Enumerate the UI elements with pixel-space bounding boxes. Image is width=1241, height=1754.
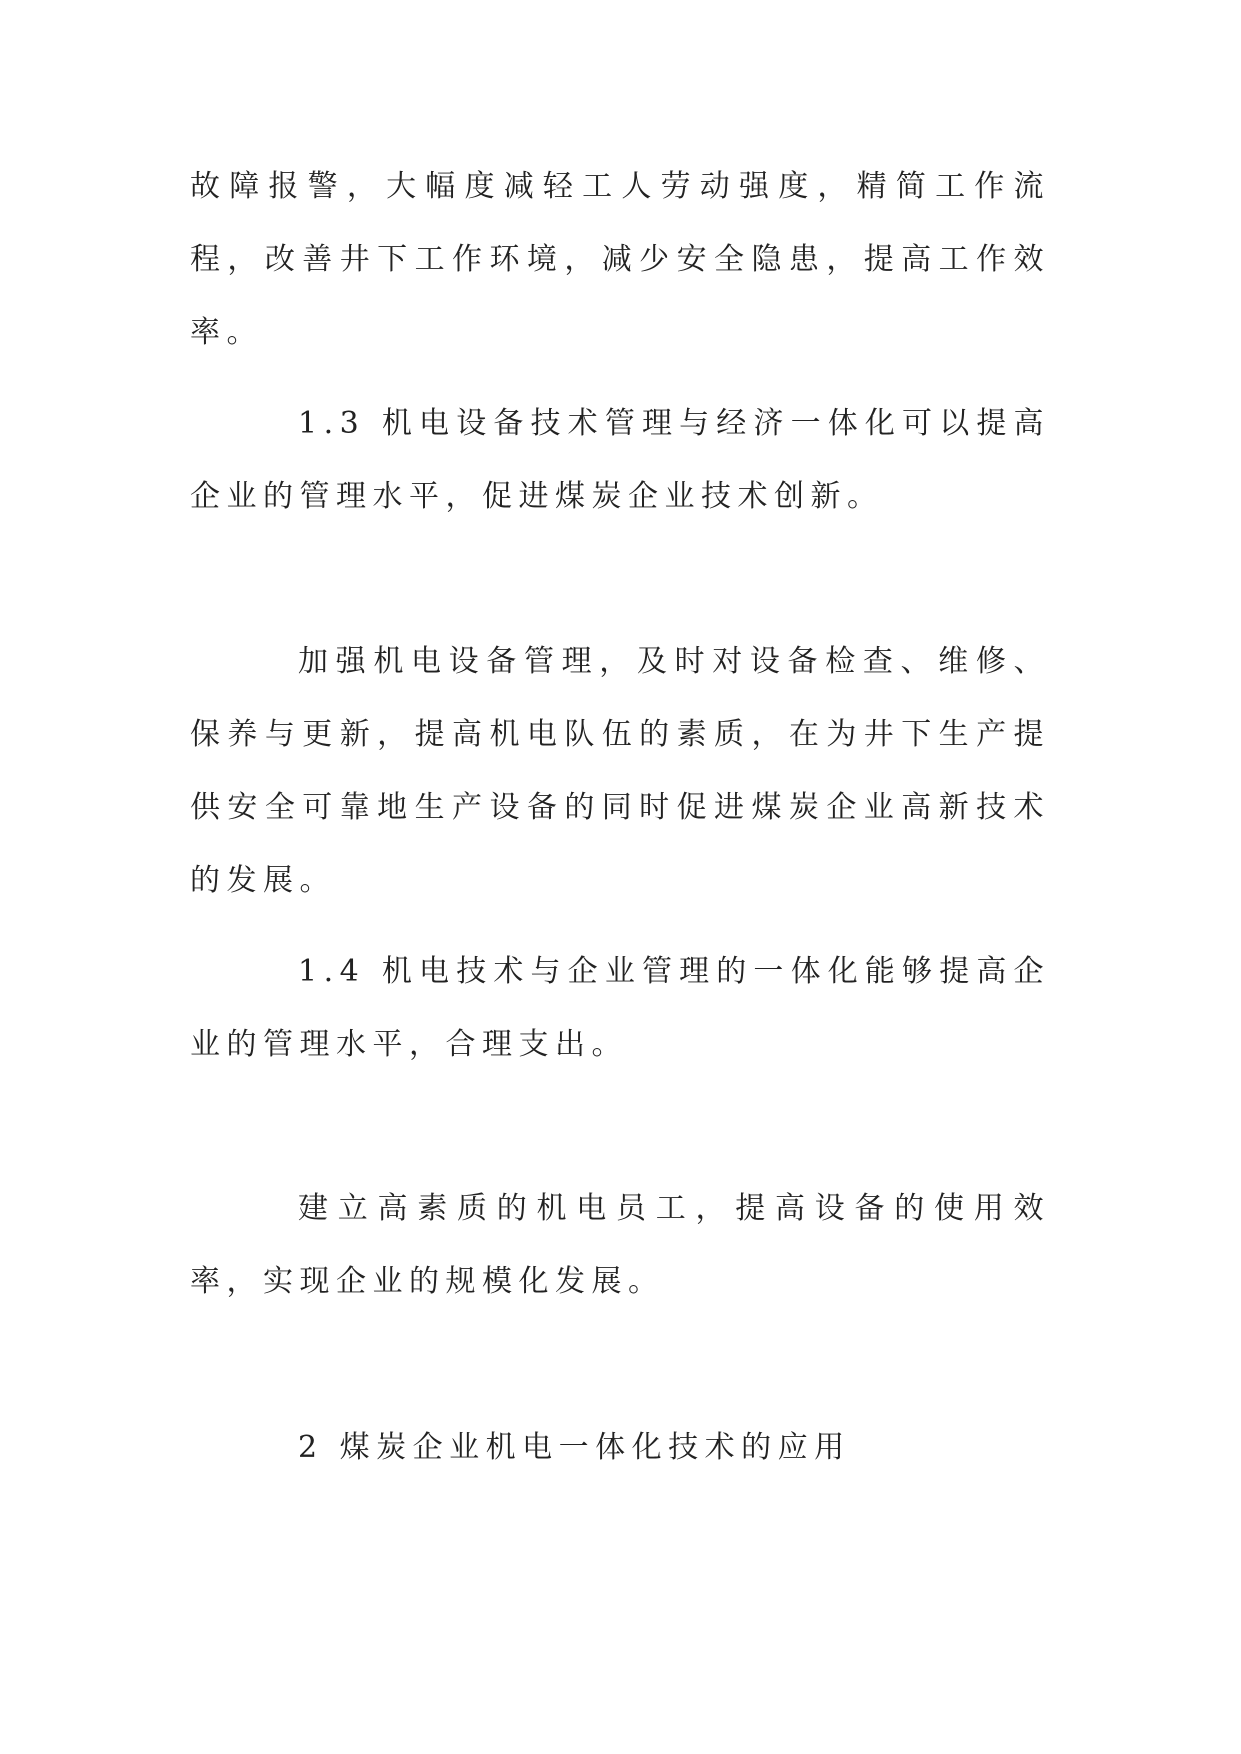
section-heading-2: 2 煤炭企业机电一体化技术的应用 — [298, 1430, 851, 1465]
section-heading-1-3: 1.3 机电设备技术管理与经济一体化可以提高企业的管理水平，促进煤炭企业技术创新。 — [190, 406, 1050, 514]
paragraph-equipment-management: 加强机电设备管理，及时对设备检查、维修、保养与更新，提高机电队伍的素质，在为井下生产提供安全可靠地生产设备的同时促进煤炭企业高新技术的发展。 — [190, 644, 1050, 898]
section-heading-1-4: 1.4 机电技术与企业管理的一体化能够提高企业的管理水平，合理支出。 — [190, 954, 1050, 1062]
paragraph-staff-quality: 建立高素质的机电员工，提高设备的使用效率，实现企业的规模化发展。 — [190, 1191, 1050, 1299]
paragraph-continuation: 故障报警，大幅度减轻工人劳动强度，精简工作流程，改善井下工作环境，减少安全隐患，提高工作效率。 — [190, 169, 1050, 350]
